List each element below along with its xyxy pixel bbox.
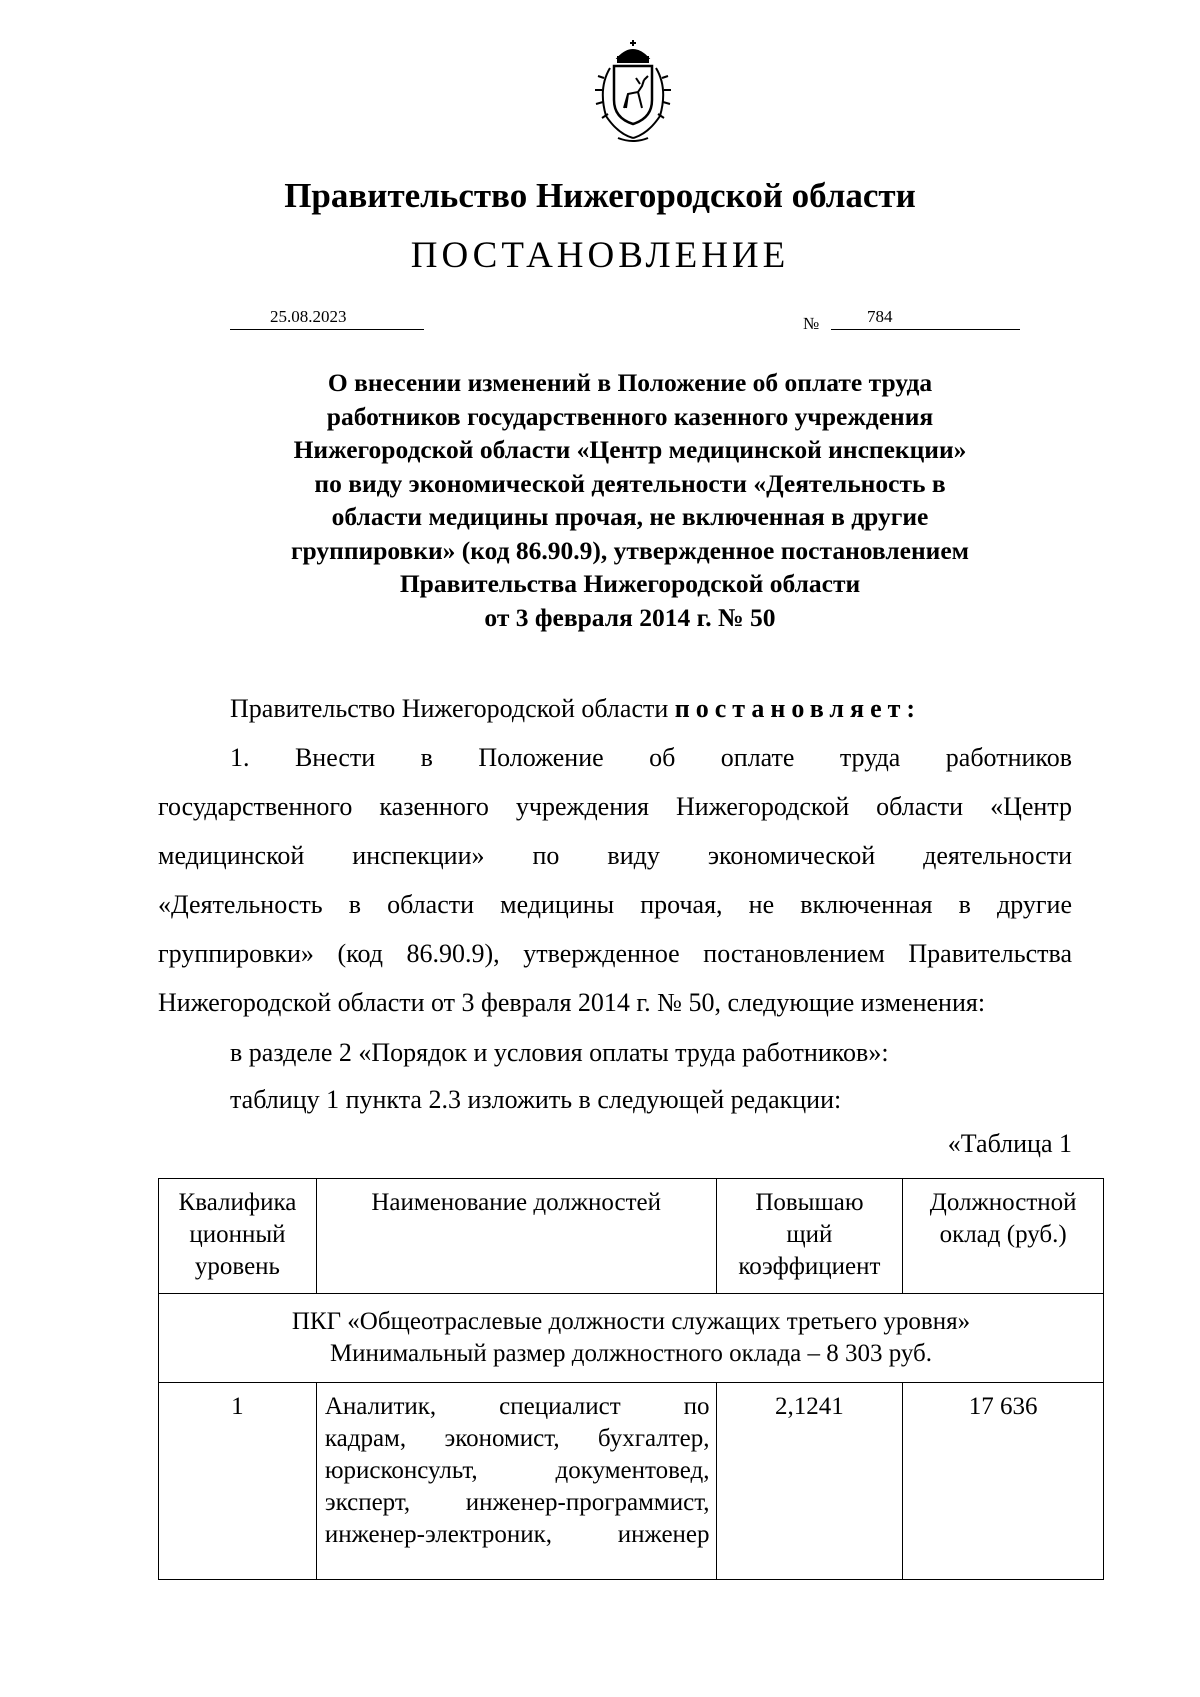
header-salary: Должностной оклад (руб.) — [903, 1179, 1104, 1294]
header-level: Квалифика ционный уровень — [159, 1179, 317, 1294]
header-coefficient: Повышаю щий коэффициент — [716, 1179, 903, 1294]
org-title: Правительство Нижегородской области — [284, 176, 916, 215]
cell-salary: 17 636 — [903, 1383, 1104, 1580]
subject-line: Нижегородской области «Центр медицинской инспекции» — [293, 435, 967, 464]
document-type: ПОСТАНОВЛЕНИЕ — [410, 235, 790, 276]
table-caption: «Таблица 1 — [947, 1129, 1072, 1158]
document-date: 25.08.2023 — [230, 306, 424, 330]
paragraph-line: группировки» (код 86.90.9), утвержденное постановлением Правительства — [158, 939, 1072, 968]
subject-line: от 3 февраля 2014 г. № 50 — [484, 602, 776, 632]
document-number: 784 — [831, 306, 1020, 330]
number-label: № — [803, 314, 820, 333]
decree-intro: Правительство Нижегородской области — [230, 694, 669, 723]
subject-line: О внесении изменений в Положение об оплате труда — [327, 368, 933, 397]
table-row — [159, 1383, 1104, 1580]
cell-positions: Аналитик, специалист по кадрам, экономист, бухгалтер, юрисконсульт, документовед, эксперт, инженер-программист, инженер-электроник, инженер — [316, 1383, 716, 1580]
subject-line: Правительства Нижегородской области — [399, 569, 861, 598]
table-intro-line: таблицу 1 пункта 2.3 изложить в следующей редакции: — [230, 1085, 842, 1114]
coat-of-arms-icon — [578, 38, 688, 148]
paragraph-1 — [158, 733, 1072, 1027]
group-heading: ПКГ «Общеотраслевые должности служащих третьего уровня» Минимальный размер должностного оклада – 8 303 руб. — [159, 1294, 1104, 1383]
section-line: в разделе 2 «Порядок и условия оплаты труда работников»: — [230, 1038, 889, 1067]
subject-line: по виду экономической деятельности «Деятельность в — [314, 468, 946, 498]
cell-level: 1 — [159, 1383, 317, 1580]
cell-coefficient: 2,1241 — [716, 1383, 903, 1580]
paragraph-line: «Деятельность в области медицины прочая, не включенная в другие — [158, 890, 1072, 919]
salary-table — [158, 1178, 1104, 1580]
decree-verb: постановляет: — [674, 694, 922, 723]
document-subject — [200, 366, 1060, 634]
paragraph-line: 1. Внести в Положение об оплате труда работников — [230, 743, 1072, 772]
paragraph-line: государственного казенного учреждения Нижегородской области «Центр — [158, 792, 1072, 821]
table-group-row — [159, 1294, 1104, 1383]
paragraph-line: медицинской инспекции» по виду экономической деятельности — [158, 841, 1072, 870]
subject-line: группировки» (код 86.90.9), утвержденное постановлением — [290, 535, 970, 565]
subject-line: работников государственного казенного учреждения — [326, 401, 934, 431]
header-positions: Наименование должностей — [316, 1179, 716, 1294]
decree-line — [230, 692, 921, 726]
paragraph-line: Нижегородской области от 3 февраля 2014 г. № 50, следующие изменения: — [158, 988, 986, 1017]
subject-line: области медицины прочая, не включенная в другие — [331, 502, 929, 531]
table-header-row — [159, 1179, 1104, 1294]
